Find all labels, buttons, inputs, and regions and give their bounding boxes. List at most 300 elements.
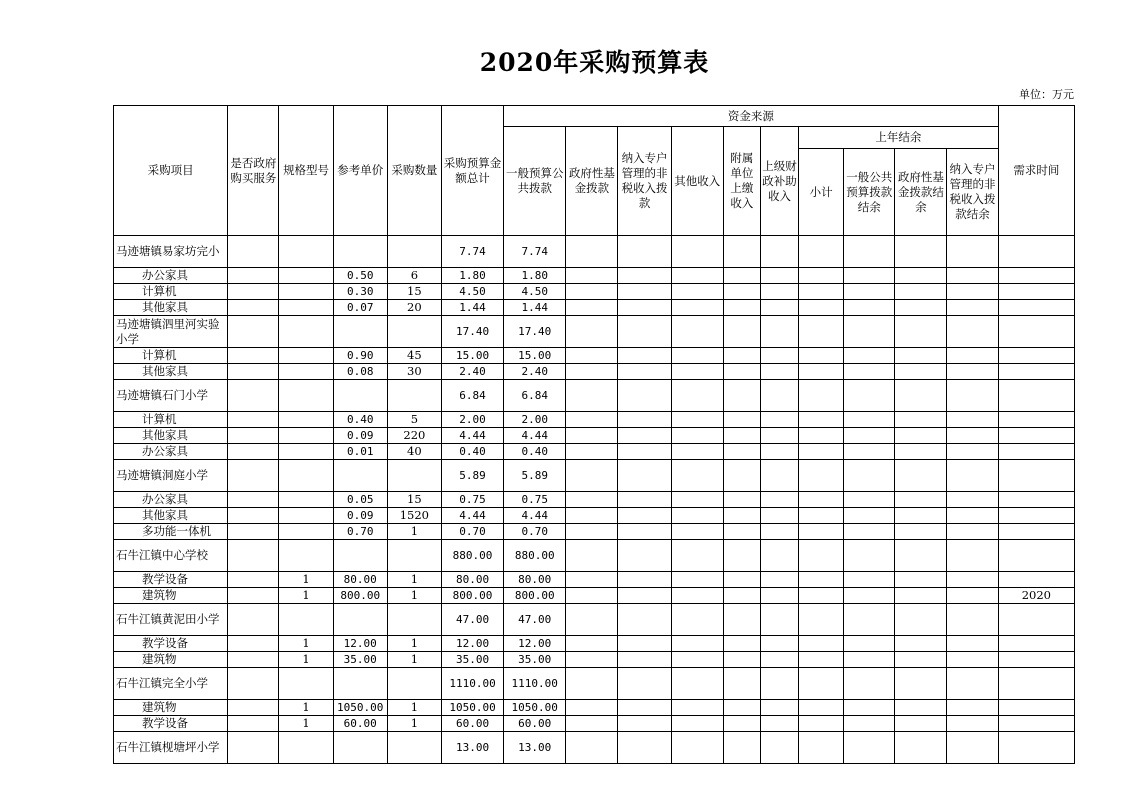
table-row-group — [114, 460, 1075, 492]
cell-subtotal — [799, 300, 844, 316]
cell-prev-gov-fund — [895, 284, 947, 300]
cell-affiliated-income — [723, 652, 760, 668]
cell-superior-subsidy — [760, 492, 798, 508]
cell-superior-subsidy — [760, 300, 798, 316]
cell-unit-price: 0.90 — [333, 348, 387, 364]
col-gov-fund: 政府性基金拨款 — [566, 127, 618, 236]
cell-subtotal — [799, 444, 844, 460]
cell-prev-general — [844, 716, 895, 732]
col-total: 采购预算金额总计 — [441, 106, 503, 236]
col-funding-source: 资金来源 — [504, 106, 999, 127]
cell-general-budget: 2.40 — [504, 364, 566, 380]
cell-gov-purchase — [228, 380, 279, 412]
cell-gov-fund — [566, 300, 618, 316]
cell-special-account — [618, 380, 671, 412]
cell-need-time — [998, 732, 1074, 764]
cell-gov-purchase — [228, 268, 279, 284]
cell-need-time — [998, 412, 1074, 428]
cell-special-account — [618, 716, 671, 732]
cell-affiliated-income — [723, 460, 760, 492]
cell-total: 35.00 — [441, 652, 503, 668]
cell-unit-price: 0.07 — [333, 300, 387, 316]
cell-gov-purchase — [228, 444, 279, 460]
cell-prev-special — [947, 284, 998, 300]
cell-other-income — [671, 364, 723, 380]
cell-gov-fund — [566, 508, 618, 524]
cell-special-account — [618, 540, 671, 572]
col-affiliated-income: 附属单位上缴收入 — [723, 127, 760, 236]
cell-unit-price: 800.00 — [333, 588, 387, 604]
cell-subtotal — [799, 572, 844, 588]
cell-prev-gov-fund — [895, 668, 947, 700]
cell-general-budget: 7.74 — [504, 236, 566, 268]
cell-unit-price: 12.00 — [333, 636, 387, 652]
unit-label: 单位：万元 — [1019, 88, 1074, 101]
cell-gov-purchase — [228, 428, 279, 444]
cell-spec — [279, 268, 333, 284]
cell-prev-general — [844, 284, 895, 300]
cell-subtotal — [799, 412, 844, 428]
cell-gov-purchase — [228, 668, 279, 700]
table-row — [114, 572, 1075, 588]
cell-gov-fund — [566, 572, 618, 588]
cell-quantity: 15 — [387, 492, 441, 508]
cell-prev-general — [844, 732, 895, 764]
table-row-group — [114, 604, 1075, 636]
cell-total: 7.74 — [441, 236, 503, 268]
cell-subtotal — [799, 284, 844, 300]
cell-other-income — [671, 636, 723, 652]
cell-quantity — [387, 460, 441, 492]
cell-quantity: 45 — [387, 348, 441, 364]
cell-other-income — [671, 444, 723, 460]
col-prev-gov-fund: 政府性基金拨款结余 — [895, 149, 947, 236]
cell-affiliated-income — [723, 300, 760, 316]
cell-affiliated-income — [723, 636, 760, 652]
cell-subtotal — [799, 380, 844, 412]
cell-spec: 1 — [279, 636, 333, 652]
cell-affiliated-income — [723, 572, 760, 588]
cell-special-account — [618, 524, 671, 540]
budget-table — [113, 105, 1075, 764]
cell-item: 计算机 — [114, 412, 228, 428]
cell-total: 1.80 — [441, 268, 503, 284]
cell-gov-fund — [566, 364, 618, 380]
cell-item: 计算机 — [114, 348, 228, 364]
cell-other-income — [671, 492, 723, 508]
cell-gov-purchase — [228, 636, 279, 652]
cell-superior-subsidy — [760, 636, 798, 652]
cell-need-time — [998, 380, 1074, 412]
cell-need-time — [998, 636, 1074, 652]
cell-spec — [279, 732, 333, 764]
cell-total: 47.00 — [441, 604, 503, 636]
cell-spec — [279, 460, 333, 492]
cell-superior-subsidy — [760, 668, 798, 700]
cell-prev-gov-fund — [895, 412, 947, 428]
cell-prev-special — [947, 652, 998, 668]
cell-other-income — [671, 284, 723, 300]
cell-gov-fund — [566, 668, 618, 700]
table-row — [114, 444, 1075, 460]
cell-prev-special — [947, 428, 998, 444]
cell-prev-special — [947, 572, 998, 588]
cell-other-income — [671, 572, 723, 588]
cell-prev-special — [947, 636, 998, 652]
cell-quantity — [387, 668, 441, 700]
cell-need-time — [998, 700, 1074, 716]
cell-prev-gov-fund — [895, 700, 947, 716]
cell-prev-general — [844, 540, 895, 572]
cell-total: 12.00 — [441, 636, 503, 652]
table-row-group — [114, 316, 1075, 348]
cell-total: 1110.00 — [441, 668, 503, 700]
cell-spec — [279, 412, 333, 428]
cell-gov-fund — [566, 604, 618, 636]
cell-unit-price: 0.09 — [333, 508, 387, 524]
cell-prev-gov-fund — [895, 460, 947, 492]
cell-affiliated-income — [723, 588, 760, 604]
cell-prev-special — [947, 588, 998, 604]
cell-prev-general — [844, 700, 895, 716]
cell-affiliated-income — [723, 732, 760, 764]
col-prev-special: 纳入专户管理的非税收入拨款结余 — [947, 149, 998, 236]
cell-special-account — [618, 700, 671, 716]
cell-quantity: 5 — [387, 412, 441, 428]
cell-general-budget: 1110.00 — [504, 668, 566, 700]
cell-prev-general — [844, 236, 895, 268]
cell-prev-gov-fund — [895, 492, 947, 508]
cell-spec — [279, 236, 333, 268]
cell-prev-special — [947, 700, 998, 716]
cell-unit-price: 0.50 — [333, 268, 387, 284]
cell-affiliated-income — [723, 524, 760, 540]
cell-general-budget: 12.00 — [504, 636, 566, 652]
cell-superior-subsidy — [760, 412, 798, 428]
table-row — [114, 348, 1075, 364]
cell-item: 办公家具 — [114, 492, 228, 508]
cell-need-time — [998, 716, 1074, 732]
cell-other-income — [671, 716, 723, 732]
cell-spec — [279, 508, 333, 524]
cell-prev-special — [947, 268, 998, 284]
cell-affiliated-income — [723, 364, 760, 380]
cell-general-budget: 4.44 — [504, 508, 566, 524]
col-general-budget: 一般预算公共拨款 — [504, 127, 566, 236]
cell-item: 建筑物 — [114, 700, 228, 716]
cell-total: 0.70 — [441, 524, 503, 540]
cell-item: 教学设备 — [114, 716, 228, 732]
cell-spec: 1 — [279, 588, 333, 604]
cell-special-account — [618, 348, 671, 364]
cell-gov-purchase — [228, 284, 279, 300]
cell-affiliated-income — [723, 236, 760, 268]
cell-prev-gov-fund — [895, 652, 947, 668]
table-header — [114, 106, 1075, 236]
cell-need-time — [998, 268, 1074, 284]
cell-other-income — [671, 380, 723, 412]
cell-quantity: 30 — [387, 364, 441, 380]
cell-gov-fund — [566, 380, 618, 412]
cell-prev-gov-fund — [895, 588, 947, 604]
cell-spec — [279, 316, 333, 348]
cell-other-income — [671, 732, 723, 764]
cell-total: 1.44 — [441, 300, 503, 316]
cell-prev-general — [844, 444, 895, 460]
cell-general-budget: 15.00 — [504, 348, 566, 364]
cell-other-income — [671, 460, 723, 492]
cell-special-account — [618, 236, 671, 268]
cell-gov-fund — [566, 428, 618, 444]
cell-special-account — [618, 364, 671, 380]
cell-general-budget: 1.44 — [504, 300, 566, 316]
col-prev-year-balance: 上年结余 — [799, 127, 999, 149]
cell-prev-gov-fund — [895, 540, 947, 572]
cell-need-time — [998, 364, 1074, 380]
cell-item: 其他家具 — [114, 364, 228, 380]
cell-prev-general — [844, 508, 895, 524]
cell-gov-fund — [566, 268, 618, 284]
cell-total: 60.00 — [441, 716, 503, 732]
cell-total: 4.44 — [441, 508, 503, 524]
cell-subtotal — [799, 604, 844, 636]
cell-superior-subsidy — [760, 588, 798, 604]
cell-superior-subsidy — [760, 460, 798, 492]
cell-prev-general — [844, 460, 895, 492]
cell-prev-gov-fund — [895, 380, 947, 412]
cell-affiliated-income — [723, 380, 760, 412]
cell-superior-subsidy — [760, 316, 798, 348]
cell-superior-subsidy — [760, 444, 798, 460]
cell-prev-general — [844, 364, 895, 380]
cell-affiliated-income — [723, 316, 760, 348]
cell-gov-purchase — [228, 348, 279, 364]
cell-subtotal — [799, 668, 844, 700]
cell-gov-purchase — [228, 700, 279, 716]
cell-special-account — [618, 316, 671, 348]
cell-superior-subsidy — [760, 524, 798, 540]
table-row — [114, 492, 1075, 508]
cell-affiliated-income — [723, 508, 760, 524]
cell-special-account — [618, 444, 671, 460]
table-row — [114, 716, 1075, 732]
cell-prev-general — [844, 572, 895, 588]
cell-total: 4.50 — [441, 284, 503, 300]
page-title: 2020年采购预算表 — [479, 48, 710, 77]
cell-gov-fund — [566, 732, 618, 764]
cell-subtotal — [799, 700, 844, 716]
cell-prev-general — [844, 636, 895, 652]
cell-spec — [279, 300, 333, 316]
cell-gov-purchase — [228, 460, 279, 492]
cell-gov-purchase — [228, 604, 279, 636]
cell-special-account — [618, 588, 671, 604]
cell-prev-gov-fund — [895, 348, 947, 364]
table-row-group — [114, 380, 1075, 412]
cell-gov-fund — [566, 540, 618, 572]
table-row-group — [114, 668, 1075, 700]
cell-prev-gov-fund — [895, 236, 947, 268]
cell-gov-purchase — [228, 716, 279, 732]
col-special-account: 纳入专户管理的非税收入拨款 — [618, 127, 671, 236]
cell-subtotal — [799, 268, 844, 284]
cell-spec — [279, 428, 333, 444]
cell-general-budget: 5.89 — [504, 460, 566, 492]
cell-gov-fund — [566, 716, 618, 732]
col-subtotal: 小计 — [799, 149, 844, 236]
cell-need-time — [998, 508, 1074, 524]
cell-superior-subsidy — [760, 508, 798, 524]
col-spec: 规格型号 — [279, 106, 333, 236]
cell-prev-special — [947, 236, 998, 268]
cell-general-budget: 47.00 — [504, 604, 566, 636]
cell-prev-special — [947, 604, 998, 636]
cell-prev-special — [947, 524, 998, 540]
cell-quantity — [387, 316, 441, 348]
cell-spec — [279, 284, 333, 300]
cell-prev-gov-fund — [895, 444, 947, 460]
cell-unit-price: 0.05 — [333, 492, 387, 508]
cell-general-budget: 800.00 — [504, 588, 566, 604]
cell-prev-special — [947, 508, 998, 524]
cell-superior-subsidy — [760, 380, 798, 412]
cell-subtotal — [799, 588, 844, 604]
cell-quantity — [387, 732, 441, 764]
cell-item: 马迹塘镇易家坊完小 — [114, 236, 228, 268]
cell-gov-purchase — [228, 572, 279, 588]
cell-total: 880.00 — [441, 540, 503, 572]
cell-quantity: 6 — [387, 268, 441, 284]
cell-need-time — [998, 284, 1074, 300]
cell-affiliated-income — [723, 668, 760, 700]
cell-spec — [279, 444, 333, 460]
cell-special-account — [618, 492, 671, 508]
cell-prev-general — [844, 300, 895, 316]
cell-general-budget: 35.00 — [504, 652, 566, 668]
col-quantity: 采购数量 — [387, 106, 441, 236]
cell-subtotal — [799, 716, 844, 732]
cell-subtotal — [799, 236, 844, 268]
cell-total: 80.00 — [441, 572, 503, 588]
cell-general-budget: 60.00 — [504, 716, 566, 732]
cell-unit-price — [333, 460, 387, 492]
cell-subtotal — [799, 508, 844, 524]
cell-prev-general — [844, 588, 895, 604]
cell-prev-special — [947, 412, 998, 428]
cell-total: 6.84 — [441, 380, 503, 412]
cell-prev-special — [947, 492, 998, 508]
cell-prev-gov-fund — [895, 364, 947, 380]
cell-special-account — [618, 604, 671, 636]
cell-prev-special — [947, 348, 998, 364]
cell-need-time — [998, 460, 1074, 492]
cell-gov-purchase — [228, 508, 279, 524]
cell-prev-special — [947, 300, 998, 316]
cell-unit-price: 1050.00 — [333, 700, 387, 716]
cell-prev-gov-fund — [895, 524, 947, 540]
cell-gov-purchase — [228, 316, 279, 348]
cell-superior-subsidy — [760, 652, 798, 668]
cell-other-income — [671, 316, 723, 348]
cell-superior-subsidy — [760, 348, 798, 364]
cell-item: 建筑物 — [114, 652, 228, 668]
cell-need-time — [998, 604, 1074, 636]
cell-gov-purchase — [228, 652, 279, 668]
col-prev-general: 一般公共预算拨款结余 — [844, 149, 895, 236]
cell-item: 多功能一体机 — [114, 524, 228, 540]
cell-prev-gov-fund — [895, 300, 947, 316]
cell-quantity: 15 — [387, 284, 441, 300]
table-row — [114, 428, 1075, 444]
cell-special-account — [618, 300, 671, 316]
cell-subtotal — [799, 652, 844, 668]
cell-unit-price — [333, 604, 387, 636]
cell-quantity: 1 — [387, 572, 441, 588]
table-row — [114, 412, 1075, 428]
cell-prev-gov-fund — [895, 268, 947, 284]
cell-special-account — [618, 732, 671, 764]
cell-gov-fund — [566, 700, 618, 716]
cell-total: 800.00 — [441, 588, 503, 604]
cell-need-time — [998, 316, 1074, 348]
cell-prev-general — [844, 652, 895, 668]
cell-special-account — [618, 428, 671, 444]
cell-gov-purchase — [228, 412, 279, 428]
cell-superior-subsidy — [760, 604, 798, 636]
cell-prev-special — [947, 668, 998, 700]
cell-gov-fund — [566, 652, 618, 668]
cell-prev-gov-fund — [895, 572, 947, 588]
cell-superior-subsidy — [760, 284, 798, 300]
cell-special-account — [618, 652, 671, 668]
cell-prev-gov-fund — [895, 604, 947, 636]
table-row — [114, 700, 1075, 716]
cell-total: 15.00 — [441, 348, 503, 364]
cell-unit-price: 80.00 — [333, 572, 387, 588]
cell-quantity: 1 — [387, 716, 441, 732]
cell-general-budget: 17.40 — [504, 316, 566, 348]
cell-prev-general — [844, 604, 895, 636]
cell-prev-special — [947, 364, 998, 380]
cell-gov-purchase — [228, 236, 279, 268]
table-row — [114, 652, 1075, 668]
cell-quantity: 1 — [387, 700, 441, 716]
cell-other-income — [671, 524, 723, 540]
cell-need-time — [998, 492, 1074, 508]
cell-gov-purchase — [228, 364, 279, 380]
cell-total: 1050.00 — [441, 700, 503, 716]
cell-affiliated-income — [723, 428, 760, 444]
cell-prev-general — [844, 668, 895, 700]
cell-subtotal — [799, 540, 844, 572]
cell-prev-gov-fund — [895, 428, 947, 444]
cell-prev-general — [844, 348, 895, 364]
cell-quantity: 40 — [387, 444, 441, 460]
cell-prev-special — [947, 316, 998, 348]
cell-subtotal — [799, 364, 844, 380]
table-row — [114, 588, 1075, 604]
cell-gov-purchase — [228, 540, 279, 572]
cell-item: 其他家具 — [114, 508, 228, 524]
cell-unit-price — [333, 380, 387, 412]
cell-unit-price: 0.30 — [333, 284, 387, 300]
cell-gov-fund — [566, 284, 618, 300]
cell-subtotal — [799, 316, 844, 348]
cell-general-budget: 4.50 — [504, 284, 566, 300]
cell-affiliated-income — [723, 348, 760, 364]
cell-quantity: 220 — [387, 428, 441, 444]
cell-special-account — [618, 284, 671, 300]
